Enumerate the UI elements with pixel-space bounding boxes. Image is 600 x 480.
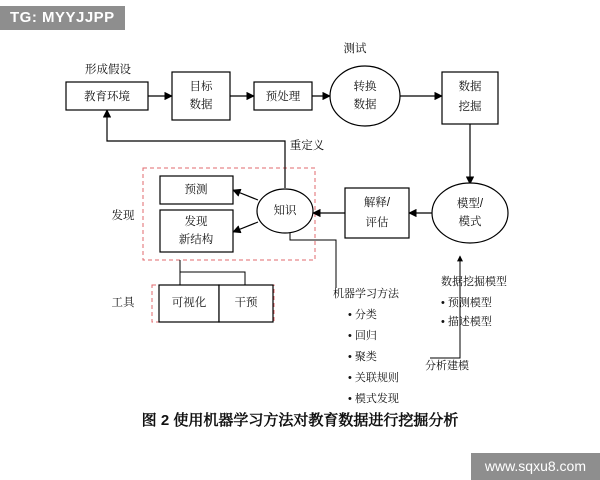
annotation-mining-models-title: 数据挖掘模型 (441, 275, 507, 288)
node-interpret-evaluate-label-2: 评估 (365, 217, 389, 230)
annotation-ml-method-0: • 分类 (348, 308, 377, 321)
node-interpret-evaluate[interactable] (345, 188, 409, 238)
node-preprocess-label: 预处理 (265, 91, 301, 104)
node-discover-label-2: 新结构 (178, 234, 214, 247)
annotation-ml-method-1: • 回归 (348, 329, 377, 342)
annotation-ml-methods-title: 机器学习方法 (333, 287, 399, 300)
node-target-data-label-2: 数据 (189, 99, 213, 112)
node-knowledge-label: 知识 (273, 205, 297, 218)
edge-knowledge-to-discover (233, 222, 258, 232)
node-transform-data-label-2: 数据 (353, 99, 377, 112)
node-intervene-label: 干预 (234, 297, 258, 310)
annotation-ml-method-4: • 模式发现 (348, 392, 399, 405)
node-data-mining-label-2: 挖掘 (458, 101, 482, 114)
node-target-data[interactable] (172, 72, 230, 120)
watermark-tag-bottom: www.sqxu8.com (471, 453, 600, 480)
annotation-mining-model-0: • 预测模型 (441, 296, 492, 309)
watermark-tag-top: TG: MYYJJPP (0, 6, 125, 30)
node-model-pattern-label-1: 模型/ (456, 198, 484, 211)
node-model-pattern-label-2: 模式 (458, 216, 482, 229)
edge-knowledge-to-predict (233, 190, 258, 200)
node-visualize-label: 可视化 (171, 297, 207, 310)
node-data-mining[interactable] (442, 72, 498, 124)
node-education-environment-label: 教育环境 (84, 91, 130, 104)
edge-tools-bracket-right (180, 260, 245, 285)
node-model-pattern[interactable] (432, 183, 508, 243)
node-discover-label-1: 发现 (184, 216, 208, 229)
label-test: 测试 (343, 43, 367, 56)
annotation-ml-method-3: • 关联规则 (348, 371, 399, 384)
label-redefine: 重定义 (289, 140, 325, 153)
node-predict-label: 预测 (184, 184, 208, 197)
label-discovery: 发现 (111, 210, 135, 223)
node-interpret-evaluate-label-1: 解释/ (363, 197, 391, 210)
annotation-mining-model-1: • 描述模型 (441, 315, 492, 328)
node-transform-data-label-1: 转换 (353, 81, 377, 94)
node-data-mining-label-1: 数据 (458, 81, 482, 94)
label-form-hypothesis: 形成假设 (85, 64, 131, 77)
figure-caption: 图 2 使用机器学习方法对教育数据进行挖掘分析 (141, 411, 459, 429)
label-tools: 工具 (111, 297, 135, 310)
annotation-ml-method-2: • 聚类 (348, 350, 377, 363)
annotation-analysis-modeling: 分析建模 (425, 359, 469, 372)
node-transform-data[interactable] (330, 66, 400, 126)
node-target-data-label-1: 目标 (189, 81, 213, 94)
